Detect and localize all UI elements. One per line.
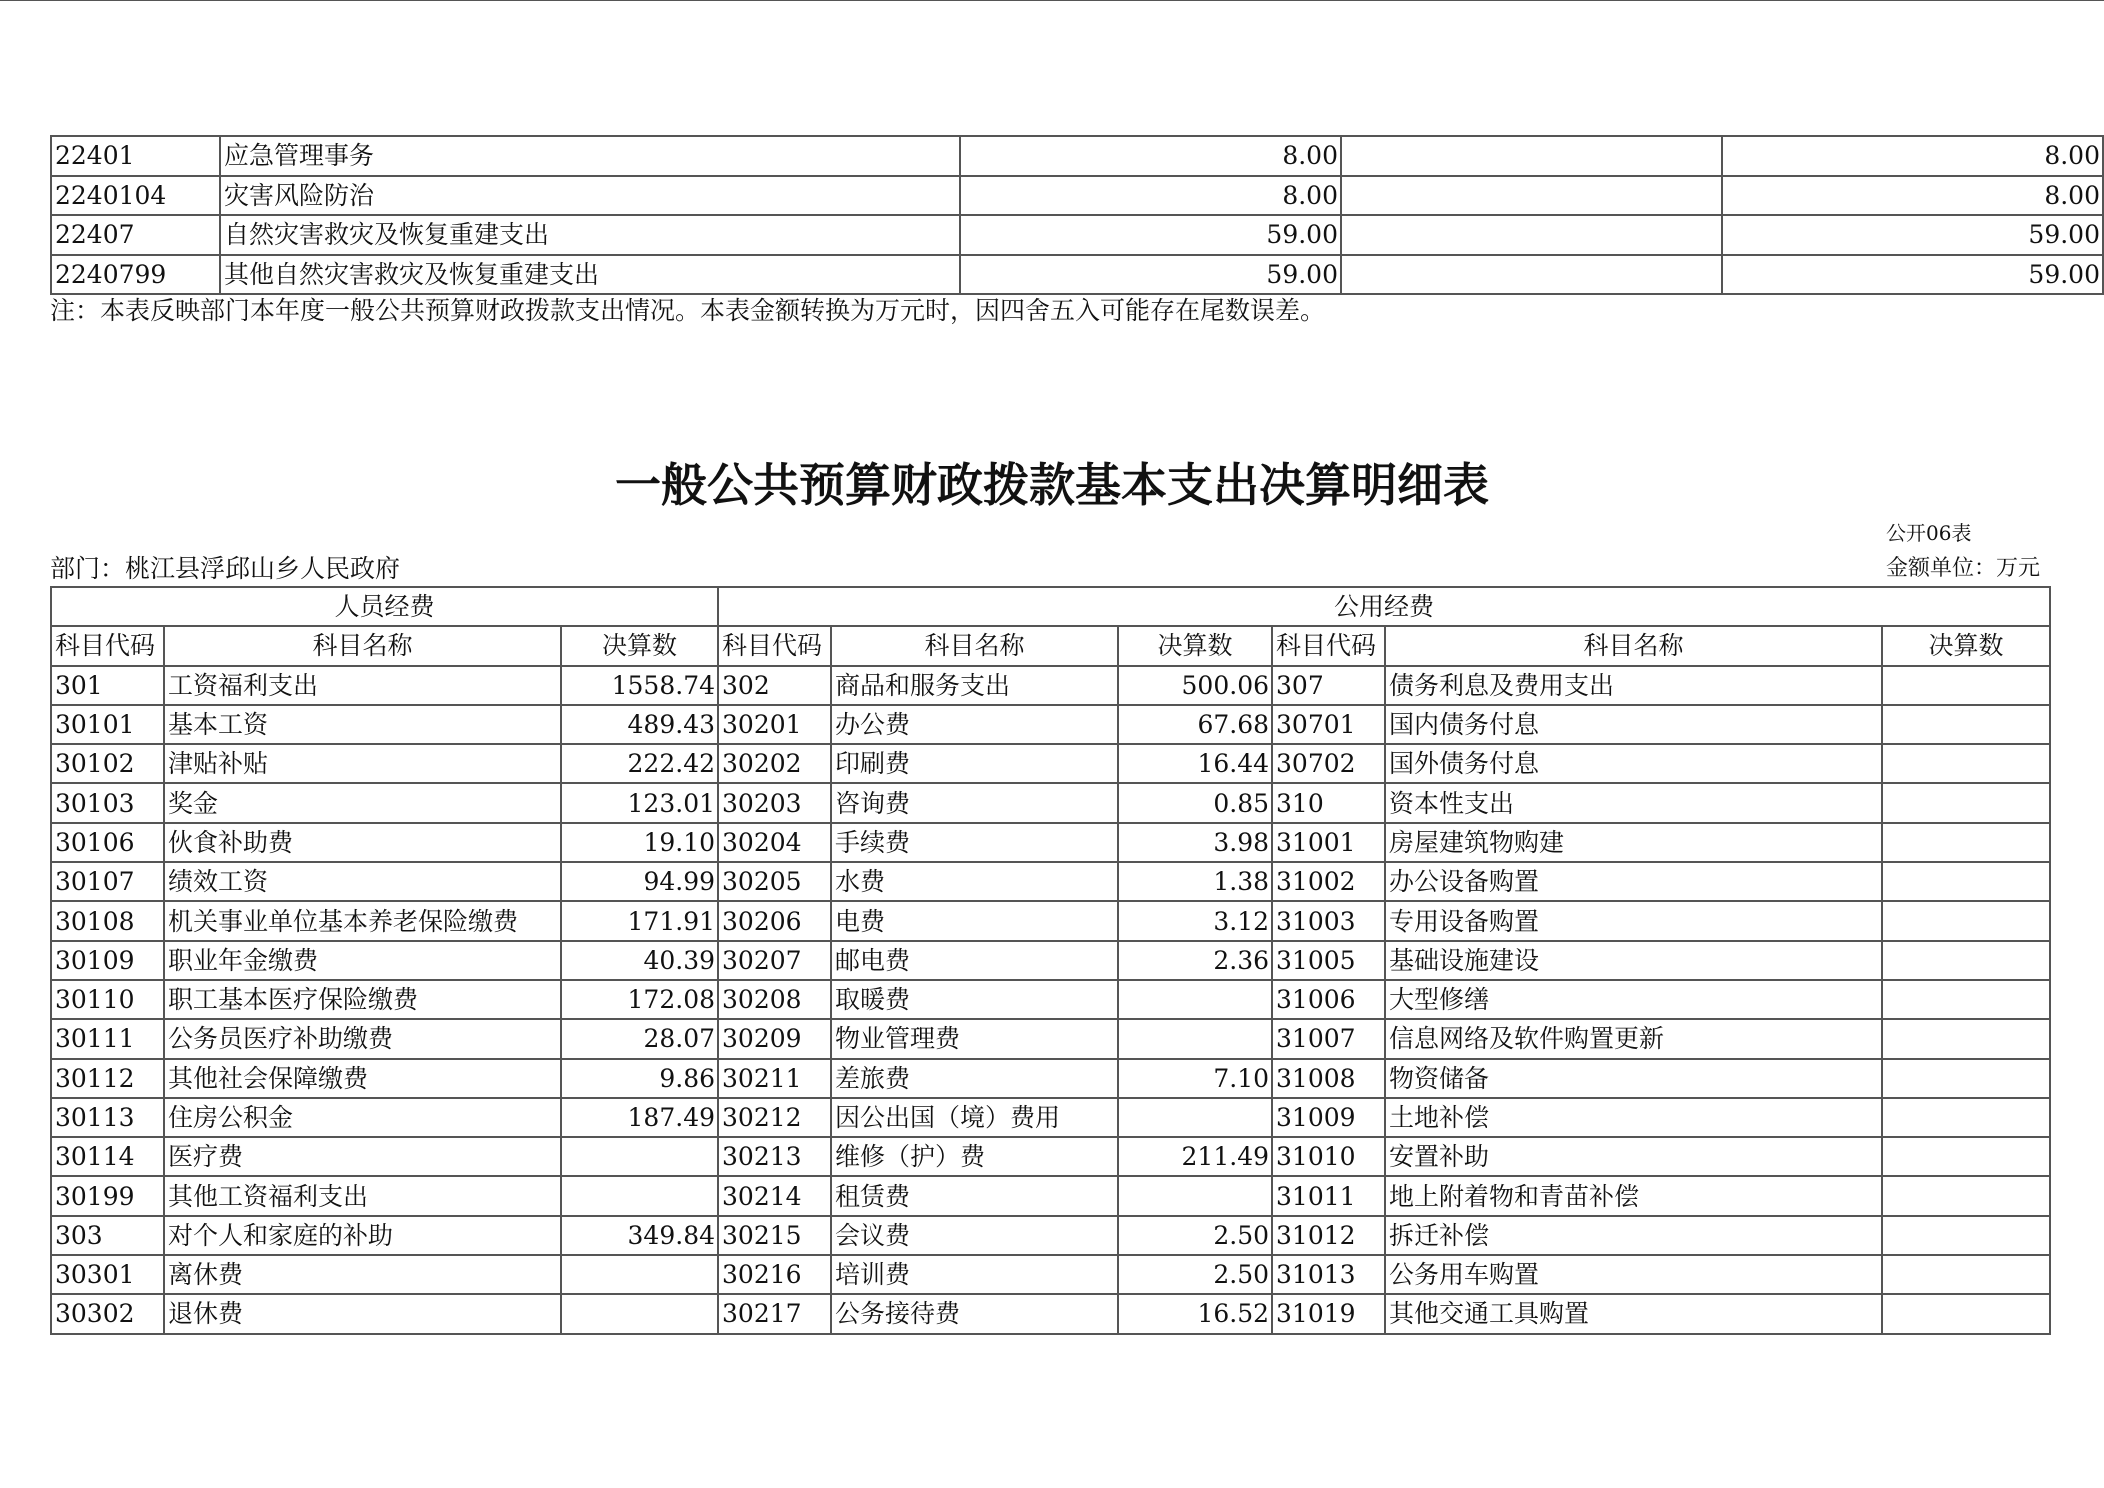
public-amount-cell (1882, 862, 2050, 901)
personnel-amount-cell (561, 1176, 718, 1215)
page-title: 一般公共预算财政拨款基本支出决算明细表 (615, 458, 1489, 512)
public-name-cell: 物业管理费 (831, 1019, 1118, 1058)
table-row (51, 1176, 2050, 1215)
public-amount-cell (1882, 1255, 2050, 1294)
public-code-cell: 30701 (1272, 705, 1385, 744)
table-row (51, 705, 2050, 744)
table-row (51, 255, 2103, 295)
table-row (51, 1019, 2050, 1058)
personnel-name-cell: 职工基本医疗保险缴费 (164, 980, 561, 1019)
personnel-amount-cell (561, 1294, 718, 1333)
form-code: 公开06表 (1886, 521, 1972, 545)
col-header-name: 科目名称 (831, 626, 1118, 665)
subject-code-cell: 22401 (51, 136, 220, 176)
personnel-amount-cell: 222.42 (561, 744, 718, 783)
public-name-cell: 大型修缮 (1385, 980, 1882, 1019)
public-code-cell: 30212 (718, 1098, 831, 1137)
public-amount-cell: 67.68 (1118, 705, 1272, 744)
public-amount-cell: 2.36 (1118, 941, 1272, 980)
public-code-cell: 30201 (718, 705, 831, 744)
public-code-cell: 30702 (1272, 744, 1385, 783)
public-code-cell: 307 (1272, 666, 1385, 705)
public-amount-cell: 2.50 (1118, 1216, 1272, 1255)
subject-code-cell: 2240799 (51, 255, 220, 295)
public-amount-cell (1882, 1176, 2050, 1215)
table-row (51, 941, 2050, 980)
personnel-amount-cell: 489.43 (561, 705, 718, 744)
personnel-amount-cell: 349.84 (561, 1216, 718, 1255)
personnel-amount-cell: 40.39 (561, 941, 718, 980)
public-name-cell: 专用设备购置 (1385, 901, 1882, 940)
personnel-code-cell: 30110 (51, 980, 164, 1019)
personnel-code-cell: 30199 (51, 1176, 164, 1215)
amount-cell (1341, 215, 1722, 255)
amount-cell: 59.00 (1722, 255, 2103, 295)
col-header-name: 科目名称 (1385, 626, 1882, 665)
public-code-cell: 31013 (1272, 1255, 1385, 1294)
personnel-code-cell: 30301 (51, 1255, 164, 1294)
personnel-code-cell: 30109 (51, 941, 164, 980)
public-amount-cell (1882, 1216, 2050, 1255)
subject-code-cell: 22407 (51, 215, 220, 255)
personnel-name-cell: 伙食补助费 (164, 823, 561, 862)
public-code-cell: 31002 (1272, 862, 1385, 901)
personnel-name-cell: 公务员医疗补助缴费 (164, 1019, 561, 1058)
public-name-cell: 地上附着物和青苗补偿 (1385, 1176, 1882, 1215)
personnel-code-cell: 301 (51, 666, 164, 705)
table-row (51, 1216, 2050, 1255)
table-row (51, 980, 2050, 1019)
personnel-code-cell: 30113 (51, 1098, 164, 1137)
public-amount-cell (1118, 1019, 1272, 1058)
public-code-cell: 31019 (1272, 1294, 1385, 1333)
public-name-cell: 国外债务付息 (1385, 744, 1882, 783)
table-row (51, 215, 2103, 255)
personnel-amount-cell: 28.07 (561, 1019, 718, 1058)
amount-cell: 59.00 (960, 215, 1341, 255)
col-header-code: 科目代码 (718, 626, 831, 665)
amount-cell: 59.00 (960, 255, 1341, 295)
table-row (51, 1059, 2050, 1098)
public-code-cell: 31007 (1272, 1019, 1385, 1058)
public-amount-cell: 7.10 (1118, 1059, 1272, 1098)
table-note: 注：本表反映部门本年度一般公共预算财政拨款支出情况。本表金额转换为万元时，因四舍五入可能存在尾数误差。 (50, 296, 1326, 325)
public-code-cell: 30207 (718, 941, 831, 980)
public-code-cell: 31003 (1272, 901, 1385, 940)
public-name-cell: 国内债务付息 (1385, 705, 1882, 744)
public-amount-cell (1882, 1294, 2050, 1333)
personnel-name-cell: 机关事业单位基本养老保险缴费 (164, 901, 561, 940)
amount-cell (1341, 136, 1722, 176)
table-row (51, 136, 2103, 176)
subject-code-cell: 2240104 (51, 176, 220, 216)
table-row (51, 176, 2103, 216)
public-name-cell: 公务接待费 (831, 1294, 1118, 1333)
col-header-amount: 决算数 (561, 626, 718, 665)
public-name-cell: 办公设备购置 (1385, 862, 1882, 901)
public-code-cell: 30205 (718, 862, 831, 901)
amount-cell: 59.00 (1722, 215, 2103, 255)
public-name-cell: 邮电费 (831, 941, 1118, 980)
public-name-cell: 会议费 (831, 1216, 1118, 1255)
public-amount-cell: 16.44 (1118, 744, 1272, 783)
department-label: 部门：桃江县浮邱山乡人民政府 (50, 554, 401, 583)
public-code-cell: 30202 (718, 744, 831, 783)
personnel-name-cell: 其他社会保障缴费 (164, 1059, 561, 1098)
amount-cell (1341, 255, 1722, 295)
personnel-amount-cell: 9.86 (561, 1059, 718, 1098)
public-code-cell: 30203 (718, 783, 831, 822)
personnel-name-cell: 职业年金缴费 (164, 941, 561, 980)
public-name-cell: 公务用车购置 (1385, 1255, 1882, 1294)
personnel-name-cell: 津贴补贴 (164, 744, 561, 783)
personnel-name-cell: 其他工资福利支出 (164, 1176, 561, 1215)
personnel-code-cell: 30108 (51, 901, 164, 940)
table-row (51, 666, 2050, 705)
personnel-code-cell: 30102 (51, 744, 164, 783)
table-row (51, 783, 2050, 822)
public-code-cell: 30209 (718, 1019, 831, 1058)
table-row (51, 1255, 2050, 1294)
public-amount-cell: 500.06 (1118, 666, 1272, 705)
amount-unit-label: 金额单位：万元 (1886, 556, 2041, 581)
personnel-code-cell: 30114 (51, 1137, 164, 1176)
amount-cell: 8.00 (960, 176, 1341, 216)
public-name-cell: 租赁费 (831, 1176, 1118, 1215)
public-code-cell: 30211 (718, 1059, 831, 1098)
col-header-amount: 决算数 (1118, 626, 1272, 665)
amount-cell: 8.00 (960, 136, 1341, 176)
public-amount-cell (1882, 744, 2050, 783)
public-amount-cell: 2.50 (1118, 1255, 1272, 1294)
main-table-body (51, 666, 2050, 1334)
public-code-cell: 31012 (1272, 1216, 1385, 1255)
personnel-amount-cell: 123.01 (561, 783, 718, 822)
public-name-cell: 维修（护）费 (831, 1137, 1118, 1176)
public-code-cell: 30208 (718, 980, 831, 1019)
public-name-cell: 水费 (831, 862, 1118, 901)
group-header-row (51, 587, 2050, 626)
personnel-name-cell: 基本工资 (164, 705, 561, 744)
personnel-amount-cell: 94.99 (561, 862, 718, 901)
personnel-name-cell: 对个人和家庭的补助 (164, 1216, 561, 1255)
personnel-name-cell: 奖金 (164, 783, 561, 822)
public-code-cell: 31011 (1272, 1176, 1385, 1215)
public-name-cell: 资本性支出 (1385, 783, 1882, 822)
subject-name-cell: 灾害风险防治 (220, 176, 960, 216)
personnel-code-cell: 30103 (51, 783, 164, 822)
public-code-cell: 30216 (718, 1255, 831, 1294)
public-name-cell: 安置补助 (1385, 1137, 1882, 1176)
public-name-cell: 取暖费 (831, 980, 1118, 1019)
public-amount-cell: 211.49 (1118, 1137, 1272, 1176)
personnel-name-cell: 住房公积金 (164, 1098, 561, 1137)
table-row (51, 1098, 2050, 1137)
public-amount-cell (1882, 1098, 2050, 1137)
subject-name-cell: 应急管理事务 (220, 136, 960, 176)
public-amount-cell (1118, 1176, 1272, 1215)
public-amount-cell (1882, 901, 2050, 940)
public-name-cell: 拆迁补偿 (1385, 1216, 1882, 1255)
public-code-cell: 31010 (1272, 1137, 1385, 1176)
public-name-cell: 因公出国（境）费用 (831, 1098, 1118, 1137)
public-code-cell: 302 (718, 666, 831, 705)
personnel-amount-cell: 172.08 (561, 980, 718, 1019)
group-header-personnel: 人员经费 (51, 587, 718, 626)
col-header-code: 科目代码 (1272, 626, 1385, 665)
table-row (51, 901, 2050, 940)
public-code-cell: 310 (1272, 783, 1385, 822)
table-row (51, 1294, 2050, 1333)
public-name-cell: 信息网络及软件购置更新 (1385, 1019, 1882, 1058)
public-amount-cell: 3.98 (1118, 823, 1272, 862)
public-amount-cell: 0.85 (1118, 783, 1272, 822)
personnel-amount-cell: 1558.74 (561, 666, 718, 705)
amount-cell (1341, 176, 1722, 216)
subject-name-cell: 自然灾害救灾及恢复重建支出 (220, 215, 960, 255)
personnel-code-cell: 30302 (51, 1294, 164, 1333)
public-code-cell: 31008 (1272, 1059, 1385, 1098)
personnel-amount-cell: 171.91 (561, 901, 718, 940)
col-header-name: 科目名称 (164, 626, 561, 665)
personnel-amount-cell (561, 1137, 718, 1176)
table-row (51, 823, 2050, 862)
col-header-code: 科目代码 (51, 626, 164, 665)
personnel-amount-cell: 19.10 (561, 823, 718, 862)
public-amount-cell (1882, 823, 2050, 862)
column-header-row (51, 626, 2050, 665)
amount-cell: 8.00 (1722, 136, 2103, 176)
personnel-name-cell: 退休费 (164, 1294, 561, 1333)
public-amount-cell (1882, 783, 2050, 822)
public-code-cell: 31006 (1272, 980, 1385, 1019)
public-name-cell: 手续费 (831, 823, 1118, 862)
public-code-cell: 31005 (1272, 941, 1385, 980)
top-table-body (51, 136, 2103, 294)
public-amount-cell (1882, 941, 2050, 980)
group-header-public: 公用经费 (718, 587, 2050, 626)
public-name-cell: 咨询费 (831, 783, 1118, 822)
personnel-code-cell: 30112 (51, 1059, 164, 1098)
personnel-amount-cell (561, 1255, 718, 1294)
public-amount-cell (1882, 666, 2050, 705)
table-row (51, 1137, 2050, 1176)
public-amount-cell (1882, 980, 2050, 1019)
public-name-cell: 商品和服务支出 (831, 666, 1118, 705)
amount-cell: 8.00 (1722, 176, 2103, 216)
personnel-name-cell: 工资福利支出 (164, 666, 561, 705)
public-code-cell: 30215 (718, 1216, 831, 1255)
public-name-cell: 其他交通工具购置 (1385, 1294, 1882, 1333)
public-amount-cell (1118, 980, 1272, 1019)
top-expenditure-table (50, 135, 2104, 295)
personnel-name-cell: 离休费 (164, 1255, 561, 1294)
personnel-code-cell: 30107 (51, 862, 164, 901)
public-code-cell: 30204 (718, 823, 831, 862)
personnel-amount-cell: 187.49 (561, 1098, 718, 1137)
public-name-cell: 差旅费 (831, 1059, 1118, 1098)
personnel-name-cell: 绩效工资 (164, 862, 561, 901)
basic-expenditure-detail-table (50, 586, 2051, 1335)
public-name-cell: 基础设施建设 (1385, 941, 1882, 980)
col-header-amount: 决算数 (1882, 626, 2050, 665)
public-code-cell: 30206 (718, 901, 831, 940)
public-code-cell: 30217 (718, 1294, 831, 1333)
public-name-cell: 培训费 (831, 1255, 1118, 1294)
public-amount-cell (1118, 1098, 1272, 1137)
table-row (51, 862, 2050, 901)
public-amount-cell (1882, 1019, 2050, 1058)
public-amount-cell (1882, 1137, 2050, 1176)
public-amount-cell: 16.52 (1118, 1294, 1272, 1333)
public-name-cell: 物资储备 (1385, 1059, 1882, 1098)
public-name-cell: 电费 (831, 901, 1118, 940)
public-amount-cell (1882, 1059, 2050, 1098)
public-code-cell: 30213 (718, 1137, 831, 1176)
public-amount-cell: 3.12 (1118, 901, 1272, 940)
public-name-cell: 土地补偿 (1385, 1098, 1882, 1137)
personnel-code-cell: 30101 (51, 705, 164, 744)
table-row (51, 744, 2050, 783)
public-name-cell: 债务利息及费用支出 (1385, 666, 1882, 705)
personnel-code-cell: 30111 (51, 1019, 164, 1058)
public-code-cell: 30214 (718, 1176, 831, 1215)
public-code-cell: 31009 (1272, 1098, 1385, 1137)
personnel-code-cell: 30106 (51, 823, 164, 862)
subject-name-cell: 其他自然灾害救灾及恢复重建支出 (220, 255, 960, 295)
public-code-cell: 31001 (1272, 823, 1385, 862)
personnel-name-cell: 医疗费 (164, 1137, 561, 1176)
public-name-cell: 办公费 (831, 705, 1118, 744)
personnel-code-cell: 303 (51, 1216, 164, 1255)
public-name-cell: 印刷费 (831, 744, 1118, 783)
public-amount-cell: 1.38 (1118, 862, 1272, 901)
public-name-cell: 房屋建筑物购建 (1385, 823, 1882, 862)
page-top-border (0, 0, 2104, 1)
public-amount-cell (1882, 705, 2050, 744)
